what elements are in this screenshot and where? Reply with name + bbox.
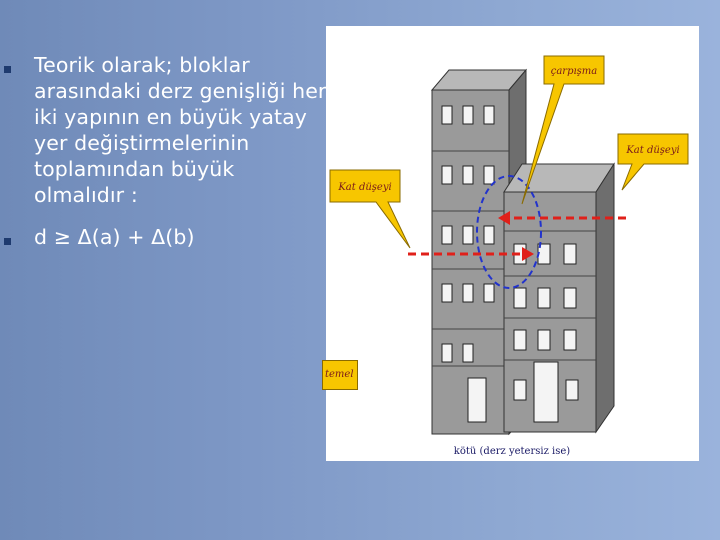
square-bullet-icon bbox=[4, 238, 11, 245]
temel-text: temel bbox=[325, 369, 354, 380]
label-kat-duseyi-left bbox=[330, 170, 410, 248]
svg-text:çarpışma: çarpışma bbox=[550, 66, 598, 77]
illustration-svg bbox=[326, 26, 699, 461]
bullet-item bbox=[0, 52, 340, 208]
svg-text:Kat düşeyi: Kat düşeyi bbox=[626, 145, 680, 156]
formula-text: d ≥ Δ(a) + Δ(b) bbox=[34, 225, 195, 249]
label-temel bbox=[322, 360, 358, 390]
bullet-text: Teorik olarak; bloklar arasındaki derz genişliği her iki yapının en büyük yatay yer değiştirmelerinin toplamından büyük olmalıdır : bbox=[34, 53, 327, 207]
building-collision-illustration bbox=[326, 26, 699, 461]
bullet-list bbox=[0, 52, 340, 250]
svg-text:Kat düşeyi: Kat düşeyi bbox=[338, 182, 392, 193]
square-bullet-icon bbox=[4, 66, 11, 73]
figure-caption: kötü (derz yetersiz ise) bbox=[453, 446, 571, 457]
label-kat-duseyi-right bbox=[618, 134, 688, 190]
short-building bbox=[504, 164, 614, 432]
bullet-item bbox=[0, 224, 340, 250]
